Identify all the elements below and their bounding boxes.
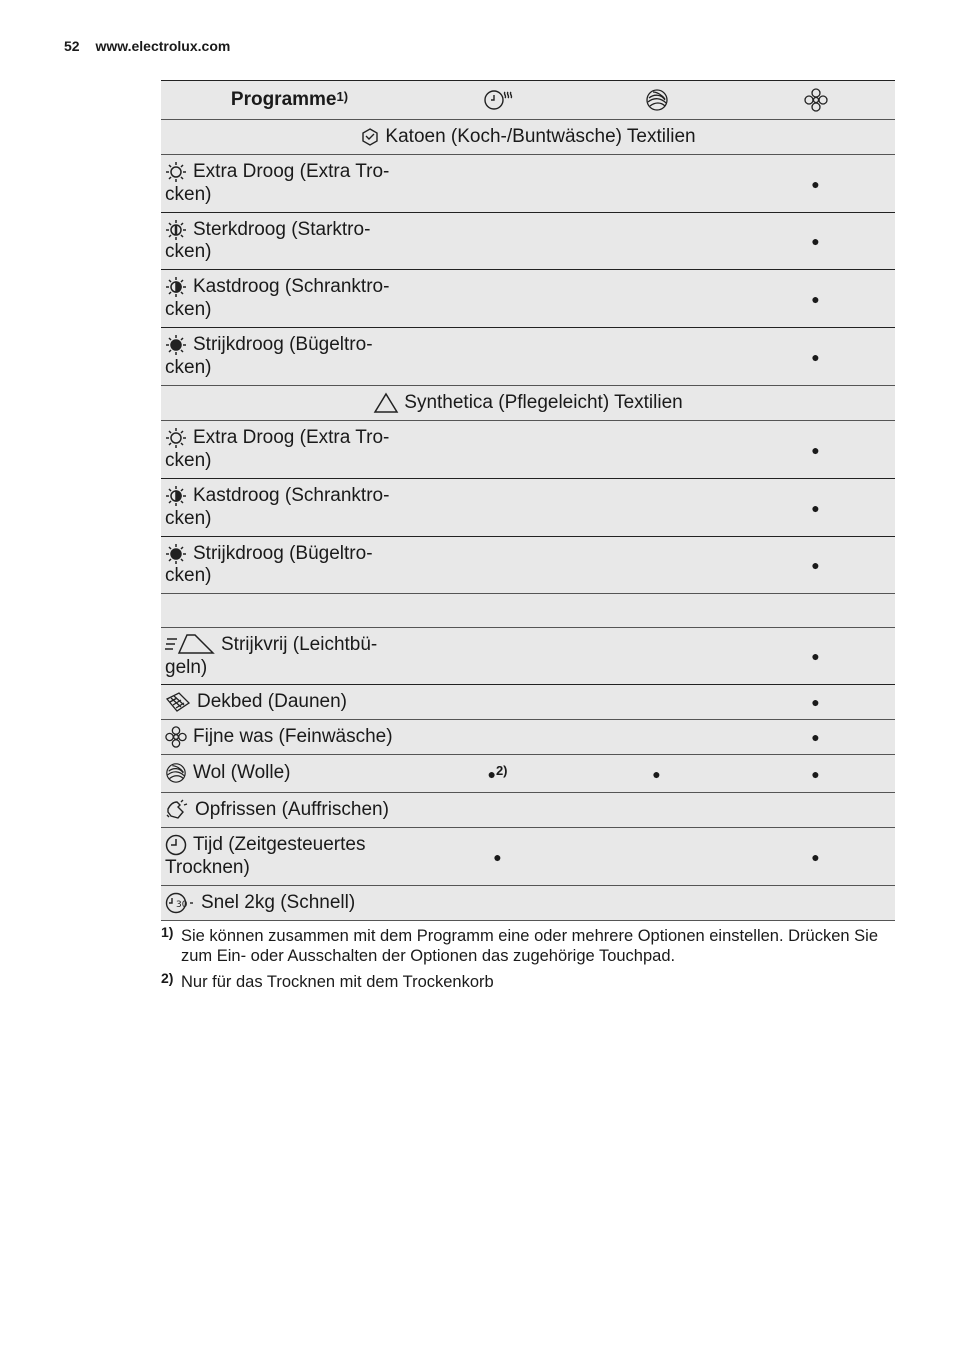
programme-cell bbox=[161, 537, 418, 593]
option-cell-2 bbox=[577, 886, 736, 920]
timer-icon bbox=[165, 834, 187, 856]
extra-dry-icon bbox=[165, 427, 187, 449]
option-cell-1 bbox=[418, 270, 577, 327]
table-row bbox=[161, 270, 895, 328]
footnote bbox=[161, 972, 901, 992]
wool-icon bbox=[165, 762, 187, 784]
option-cell-3 bbox=[736, 628, 895, 684]
option-cell-1 bbox=[418, 793, 577, 827]
programme-column-header bbox=[161, 81, 418, 119]
programme-label: Strijkvrij (Leichtbü-geln) bbox=[165, 634, 378, 678]
option-cell-1 bbox=[418, 328, 577, 385]
programme-label: Kastdroog (Schranktro-cken) bbox=[165, 276, 390, 320]
availability-dot: ● bbox=[811, 499, 820, 516]
option-cell-3 bbox=[736, 886, 895, 920]
availability-dot: ● bbox=[811, 290, 820, 307]
option-cell-2 bbox=[577, 213, 736, 269]
programme-cell bbox=[161, 213, 418, 269]
cupboard-dry-icon bbox=[165, 276, 187, 298]
page-number: 52 bbox=[64, 38, 80, 54]
table-row bbox=[161, 479, 895, 537]
footnote-text: Nur für das Trocknen mit dem Trockenkorb bbox=[181, 973, 494, 991]
option-cell-1 bbox=[418, 155, 577, 212]
extra-dry-icon bbox=[165, 161, 187, 183]
option-cell-3 bbox=[736, 793, 895, 827]
programme-cell bbox=[161, 328, 418, 385]
table-row bbox=[161, 720, 895, 755]
option-column-1 bbox=[418, 81, 577, 119]
option-cell-1 bbox=[418, 720, 577, 754]
option-cell-2 bbox=[577, 720, 736, 754]
section-row-synthetics bbox=[161, 386, 895, 421]
option-cell-1 bbox=[418, 421, 577, 478]
dot-glyph: ● bbox=[487, 765, 496, 782]
strong-dry-icon bbox=[165, 219, 187, 241]
availability-dot: ● bbox=[652, 765, 661, 782]
option-cell-1 bbox=[418, 685, 577, 719]
table-row bbox=[161, 793, 895, 828]
delicates-icon bbox=[804, 88, 828, 112]
option-cell-3 bbox=[736, 421, 895, 478]
dryer-rack-icon bbox=[483, 88, 513, 112]
section-label: Katoen (Koch-/Buntwäsche) Textilien bbox=[385, 126, 696, 147]
wool-icon bbox=[645, 88, 669, 112]
option-cell-1 bbox=[418, 828, 577, 885]
quick-30-icon bbox=[165, 892, 195, 914]
availability-dot: ● bbox=[811, 729, 820, 745]
programme-label: Snel 2kg (Schnell) bbox=[201, 892, 356, 913]
programme-cell bbox=[161, 755, 418, 792]
table-row bbox=[161, 886, 895, 921]
footnote-key: 2) bbox=[161, 970, 174, 986]
availability-dot: ● bbox=[811, 648, 820, 664]
option-cell-3 bbox=[736, 720, 895, 754]
synthetics-icon bbox=[373, 392, 399, 414]
availability-dot: ● bbox=[811, 694, 820, 710]
option-cell-3 bbox=[736, 685, 895, 719]
programme-header-label: Programme bbox=[230, 89, 337, 110]
availability-dot: ● bbox=[811, 848, 820, 865]
option-cell-2 bbox=[577, 628, 736, 684]
table-row bbox=[161, 328, 895, 386]
availability-dot: ● bbox=[811, 557, 820, 573]
cupboard-dry-icon bbox=[165, 485, 187, 507]
programme-label: Kastdroog (Schranktro-cken) bbox=[165, 485, 390, 529]
option-cell-2 bbox=[577, 537, 736, 593]
programme-cell bbox=[161, 270, 418, 327]
programme-cell bbox=[161, 421, 418, 478]
refresh-icon bbox=[165, 799, 189, 821]
option-cell-3 bbox=[736, 270, 895, 327]
option-cell-2 bbox=[577, 479, 736, 536]
page-header bbox=[64, 38, 230, 54]
availability-dot: ● bbox=[811, 348, 820, 365]
option-cell-3 bbox=[736, 213, 895, 269]
option-cell-2 bbox=[577, 155, 736, 212]
programme-label: Extra Droog (Extra Tro-cken) bbox=[165, 161, 390, 205]
svg-text:30: 30 bbox=[176, 899, 188, 910]
programme-label: Extra Droog (Extra Tro-cken) bbox=[165, 427, 390, 471]
option-cell-2 bbox=[577, 685, 736, 719]
table-row bbox=[161, 685, 895, 720]
programme-label: Fijne was (Feinwäsche) bbox=[193, 726, 393, 747]
programme-table bbox=[161, 80, 895, 921]
delicates-icon bbox=[165, 726, 187, 748]
table-header-row bbox=[161, 81, 895, 120]
option-cell-2 bbox=[577, 270, 736, 327]
programme-label: Tijd (Zeitgesteuertes Trocknen) bbox=[165, 834, 366, 878]
footnote bbox=[161, 926, 901, 966]
section-label: Synthetica (Pflegeleicht) Textilien bbox=[404, 392, 683, 413]
programme-cell bbox=[161, 685, 418, 719]
iron-dry-icon bbox=[165, 334, 187, 356]
table-row bbox=[161, 421, 895, 479]
availability-dot: ● bbox=[811, 233, 820, 249]
option-cell-2 bbox=[577, 755, 736, 792]
cotton-icon bbox=[360, 127, 380, 147]
option-cell-3 bbox=[736, 755, 895, 792]
availability-dot bbox=[487, 762, 508, 782]
option-cell-3 bbox=[736, 537, 895, 593]
option-cell-3 bbox=[736, 155, 895, 212]
programme-cell bbox=[161, 793, 418, 827]
option-cell-3 bbox=[736, 479, 895, 536]
programme-label: Wol (Wolle) bbox=[193, 762, 291, 784]
option-cell-3 bbox=[736, 828, 895, 885]
duvet-icon bbox=[165, 691, 191, 713]
option-column-3 bbox=[736, 81, 895, 119]
iron-dry-icon bbox=[165, 543, 187, 565]
table-row bbox=[161, 828, 895, 886]
option-cell-2 bbox=[577, 328, 736, 385]
availability-dot: ● bbox=[493, 848, 502, 865]
table-row bbox=[161, 755, 895, 793]
option-cell-2 bbox=[577, 828, 736, 885]
availability-dot: ● bbox=[811, 175, 820, 192]
programme-label: Dekbed (Daunen) bbox=[197, 691, 347, 712]
table-row bbox=[161, 537, 895, 594]
table-row bbox=[161, 213, 895, 270]
programme-header-ref: 1) bbox=[336, 89, 349, 104]
programme-cell bbox=[161, 479, 418, 536]
programme-label: Strijkdroog (Bügeltro-cken) bbox=[165, 334, 373, 378]
section-row-cotton bbox=[161, 120, 895, 155]
footnote-key: 1) bbox=[161, 924, 174, 940]
availability-dot: ● bbox=[811, 765, 820, 782]
footnotes bbox=[161, 926, 901, 998]
blank-row bbox=[161, 594, 895, 628]
option-cell-1 bbox=[418, 628, 577, 684]
option-cell-1 bbox=[418, 213, 577, 269]
easy-iron-icon bbox=[165, 633, 215, 657]
programme-cell bbox=[161, 720, 418, 754]
footnote-ref: 2) bbox=[495, 762, 508, 778]
option-cell-3 bbox=[736, 328, 895, 385]
footnote-text: Sie können zusammen mit dem Programm eine oder mehrere Optionen einstellen. Drücken Sie zum Ein- oder Ausschalten der Optionen das zugehörige Touchpad. bbox=[181, 927, 879, 965]
table-row bbox=[161, 155, 895, 213]
programme-cell bbox=[161, 828, 418, 885]
table-row bbox=[161, 628, 895, 685]
programme-cell bbox=[161, 155, 418, 212]
option-cell-1 bbox=[418, 479, 577, 536]
option-cell-1 bbox=[418, 755, 577, 792]
programme-cell bbox=[161, 628, 418, 684]
option-cell-2 bbox=[577, 793, 736, 827]
website: www.electrolux.com bbox=[95, 38, 231, 54]
availability-dot: ● bbox=[811, 441, 820, 458]
programme-label: Opfrissen (Auffrischen) bbox=[195, 799, 389, 820]
programme-cell bbox=[161, 886, 418, 920]
programme-label: Strijkdroog (Bügeltro-cken) bbox=[165, 543, 373, 586]
programme-label: Sterkdroog (Starktro-cken) bbox=[165, 219, 371, 262]
option-cell-2 bbox=[577, 421, 736, 478]
option-column-2 bbox=[577, 81, 736, 119]
option-cell-1 bbox=[418, 886, 577, 920]
option-cell-1 bbox=[418, 537, 577, 593]
